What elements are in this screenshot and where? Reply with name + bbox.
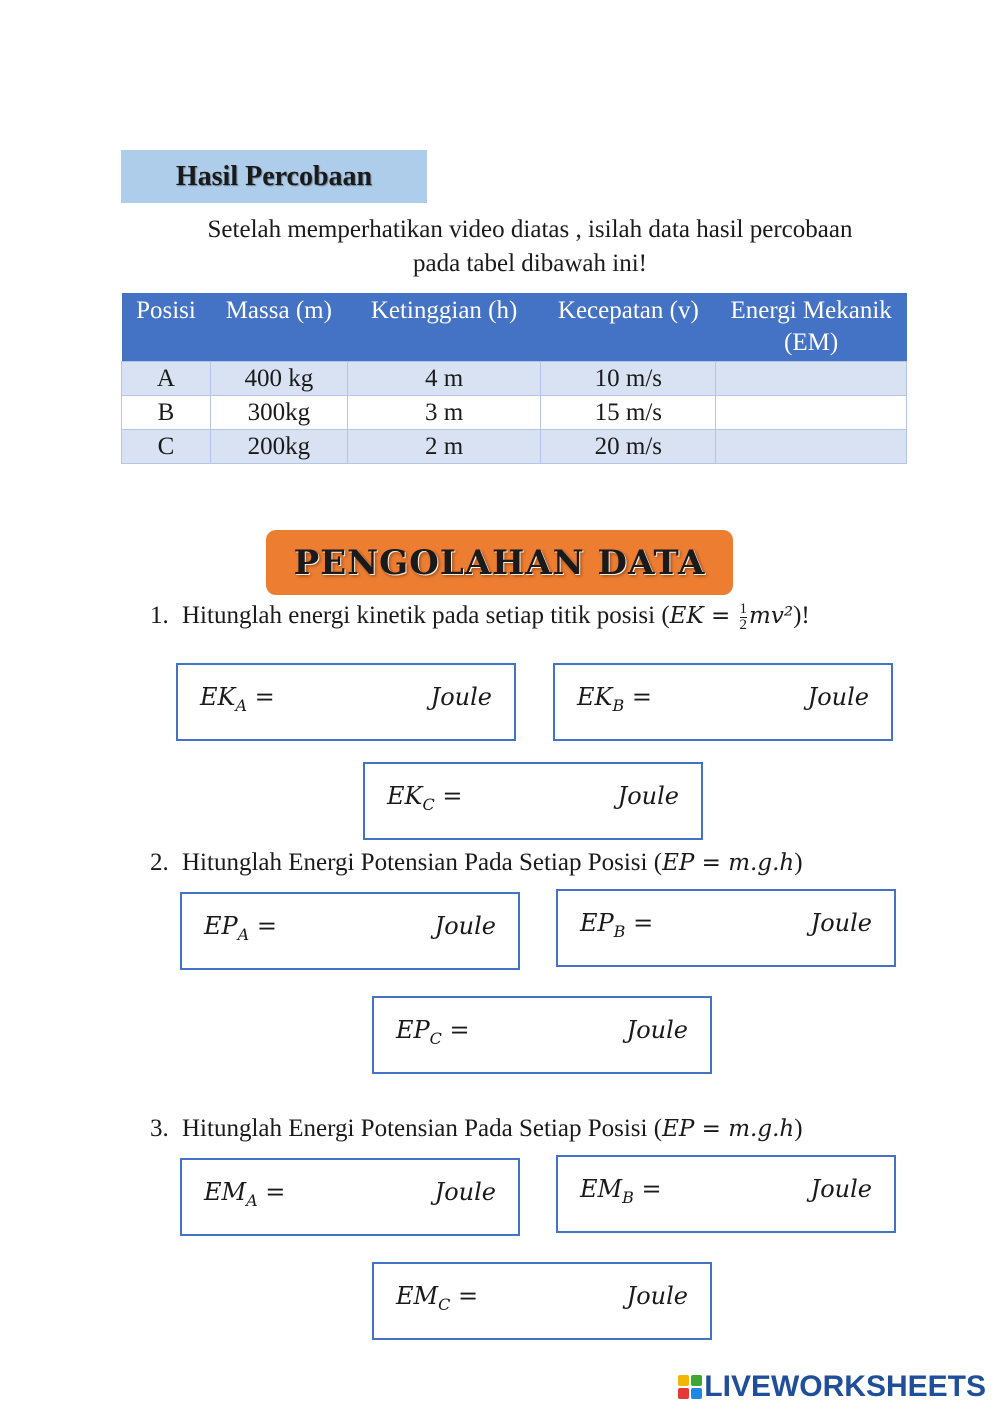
cell-ketinggian: 2 m [347,430,541,464]
unit-label: Joule [626,1282,688,1310]
instruction-text [140,213,920,281]
question-text: Hitunglah Energi Potensian Pada Setiap Posisi ( [182,849,663,876]
answer-label: $EP_C$ = [396,1016,470,1048]
fraction-numerator: 1 [739,601,748,617]
answer-box-ep-a[interactable] [180,892,520,970]
answer-box-ek-a[interactable] [176,663,516,741]
answer-label: $EK_B$ = [577,683,652,715]
fraction-denominator: 2 [739,617,748,633]
unit-label: Joule [434,1178,496,1206]
header-massa: Massa (m) [210,293,347,362]
table-row [122,430,907,464]
cell-massa: 300kg [210,396,347,430]
cell-massa: 400 kg [210,362,347,396]
question-text: Hitunglah energi kinetik pada setiap titik posisi ( [182,602,670,630]
section-title: Hasil Percobaan [121,150,427,203]
question-suffix: ) [794,849,803,876]
unit-label: Joule [617,782,679,810]
unit-label: Joule [810,1175,872,1203]
question-text: Hitunglah Energi Potensian Pada Setiap Posisi ( [182,1115,663,1142]
answer-label: $EK_C$ = [387,782,463,814]
cell-posisi: A [122,362,211,396]
question-number: 1. [150,602,169,630]
question-suffix: ) [794,1115,803,1142]
answer-box-em-c[interactable] [372,1262,712,1340]
answer-label: $EP_A$ = [204,912,277,944]
answer-box-ek-c[interactable] [363,762,703,840]
cell-massa: 200kg [210,430,347,464]
cell-energi-mekanik-input[interactable] [716,430,907,464]
experiment-table [121,293,907,464]
unit-label: Joule [626,1016,688,1044]
answer-label: $EK_A$ = [200,683,275,715]
unit-label: Joule [810,909,872,937]
cell-kecepatan: 10 m/s [541,362,716,396]
formula-lhs: EK = [669,603,738,630]
cell-energi-mekanik-input[interactable] [716,362,907,396]
instruction-line-1: Setelah memperhatikan video diatas , isilah data hasil percobaan [207,216,853,243]
formula: EP = m.g.h [662,850,795,876]
answer-box-em-a[interactable] [180,1158,520,1236]
table-row [122,362,907,396]
formula-fraction [740,602,748,633]
answer-label: $EP_B$ = [580,909,654,941]
answer-box-ep-c[interactable] [372,996,712,1074]
logo-mark-icon [678,1375,702,1399]
answer-label: $EM_B$ = [580,1175,662,1207]
cell-kecepatan: 15 m/s [541,396,716,430]
cell-posisi: C [122,430,211,464]
answer-box-em-b[interactable] [556,1155,896,1233]
table-row [122,396,907,430]
unit-label: Joule [434,912,496,940]
header-energi-mekanik: Energi Mekanik (EM) [716,293,907,362]
logo-text: LIVEWORKSHEETS [704,1370,986,1403]
answer-label: $EM_A$ = [204,1178,286,1210]
header-posisi: Posisi [122,293,211,362]
processing-banner: PENGOLAHAN DATA [266,530,733,595]
unit-label: Joule [430,683,492,711]
answer-box-ep-b[interactable] [556,889,896,967]
cell-energi-mekanik-input[interactable] [716,396,907,430]
question-3 [150,1115,803,1143]
question-suffix: )! [793,602,810,630]
question-1 [150,602,810,633]
formula: EP = m.g.h [662,1116,795,1142]
question-2 [150,849,803,877]
cell-ketinggian: 4 m [347,362,541,396]
liveworksheets-logo [678,1370,986,1404]
header-ketinggian: Ketinggian (h) [347,293,541,362]
instruction-line-2: pada tabel dibawah ini! [413,250,647,277]
cell-posisi: B [122,396,211,430]
formula-rhs: mv² [749,603,794,630]
table-header-row [122,293,907,362]
answer-label: $EM_C$ = [396,1282,479,1314]
cell-kecepatan: 20 m/s [541,430,716,464]
question-number: 3. [150,1115,169,1142]
answer-box-ek-b[interactable] [553,663,893,741]
cell-ketinggian: 3 m [347,396,541,430]
question-number: 2. [150,849,169,876]
header-kecepatan: Kecepatan (v) [541,293,716,362]
unit-label: Joule [807,683,869,711]
